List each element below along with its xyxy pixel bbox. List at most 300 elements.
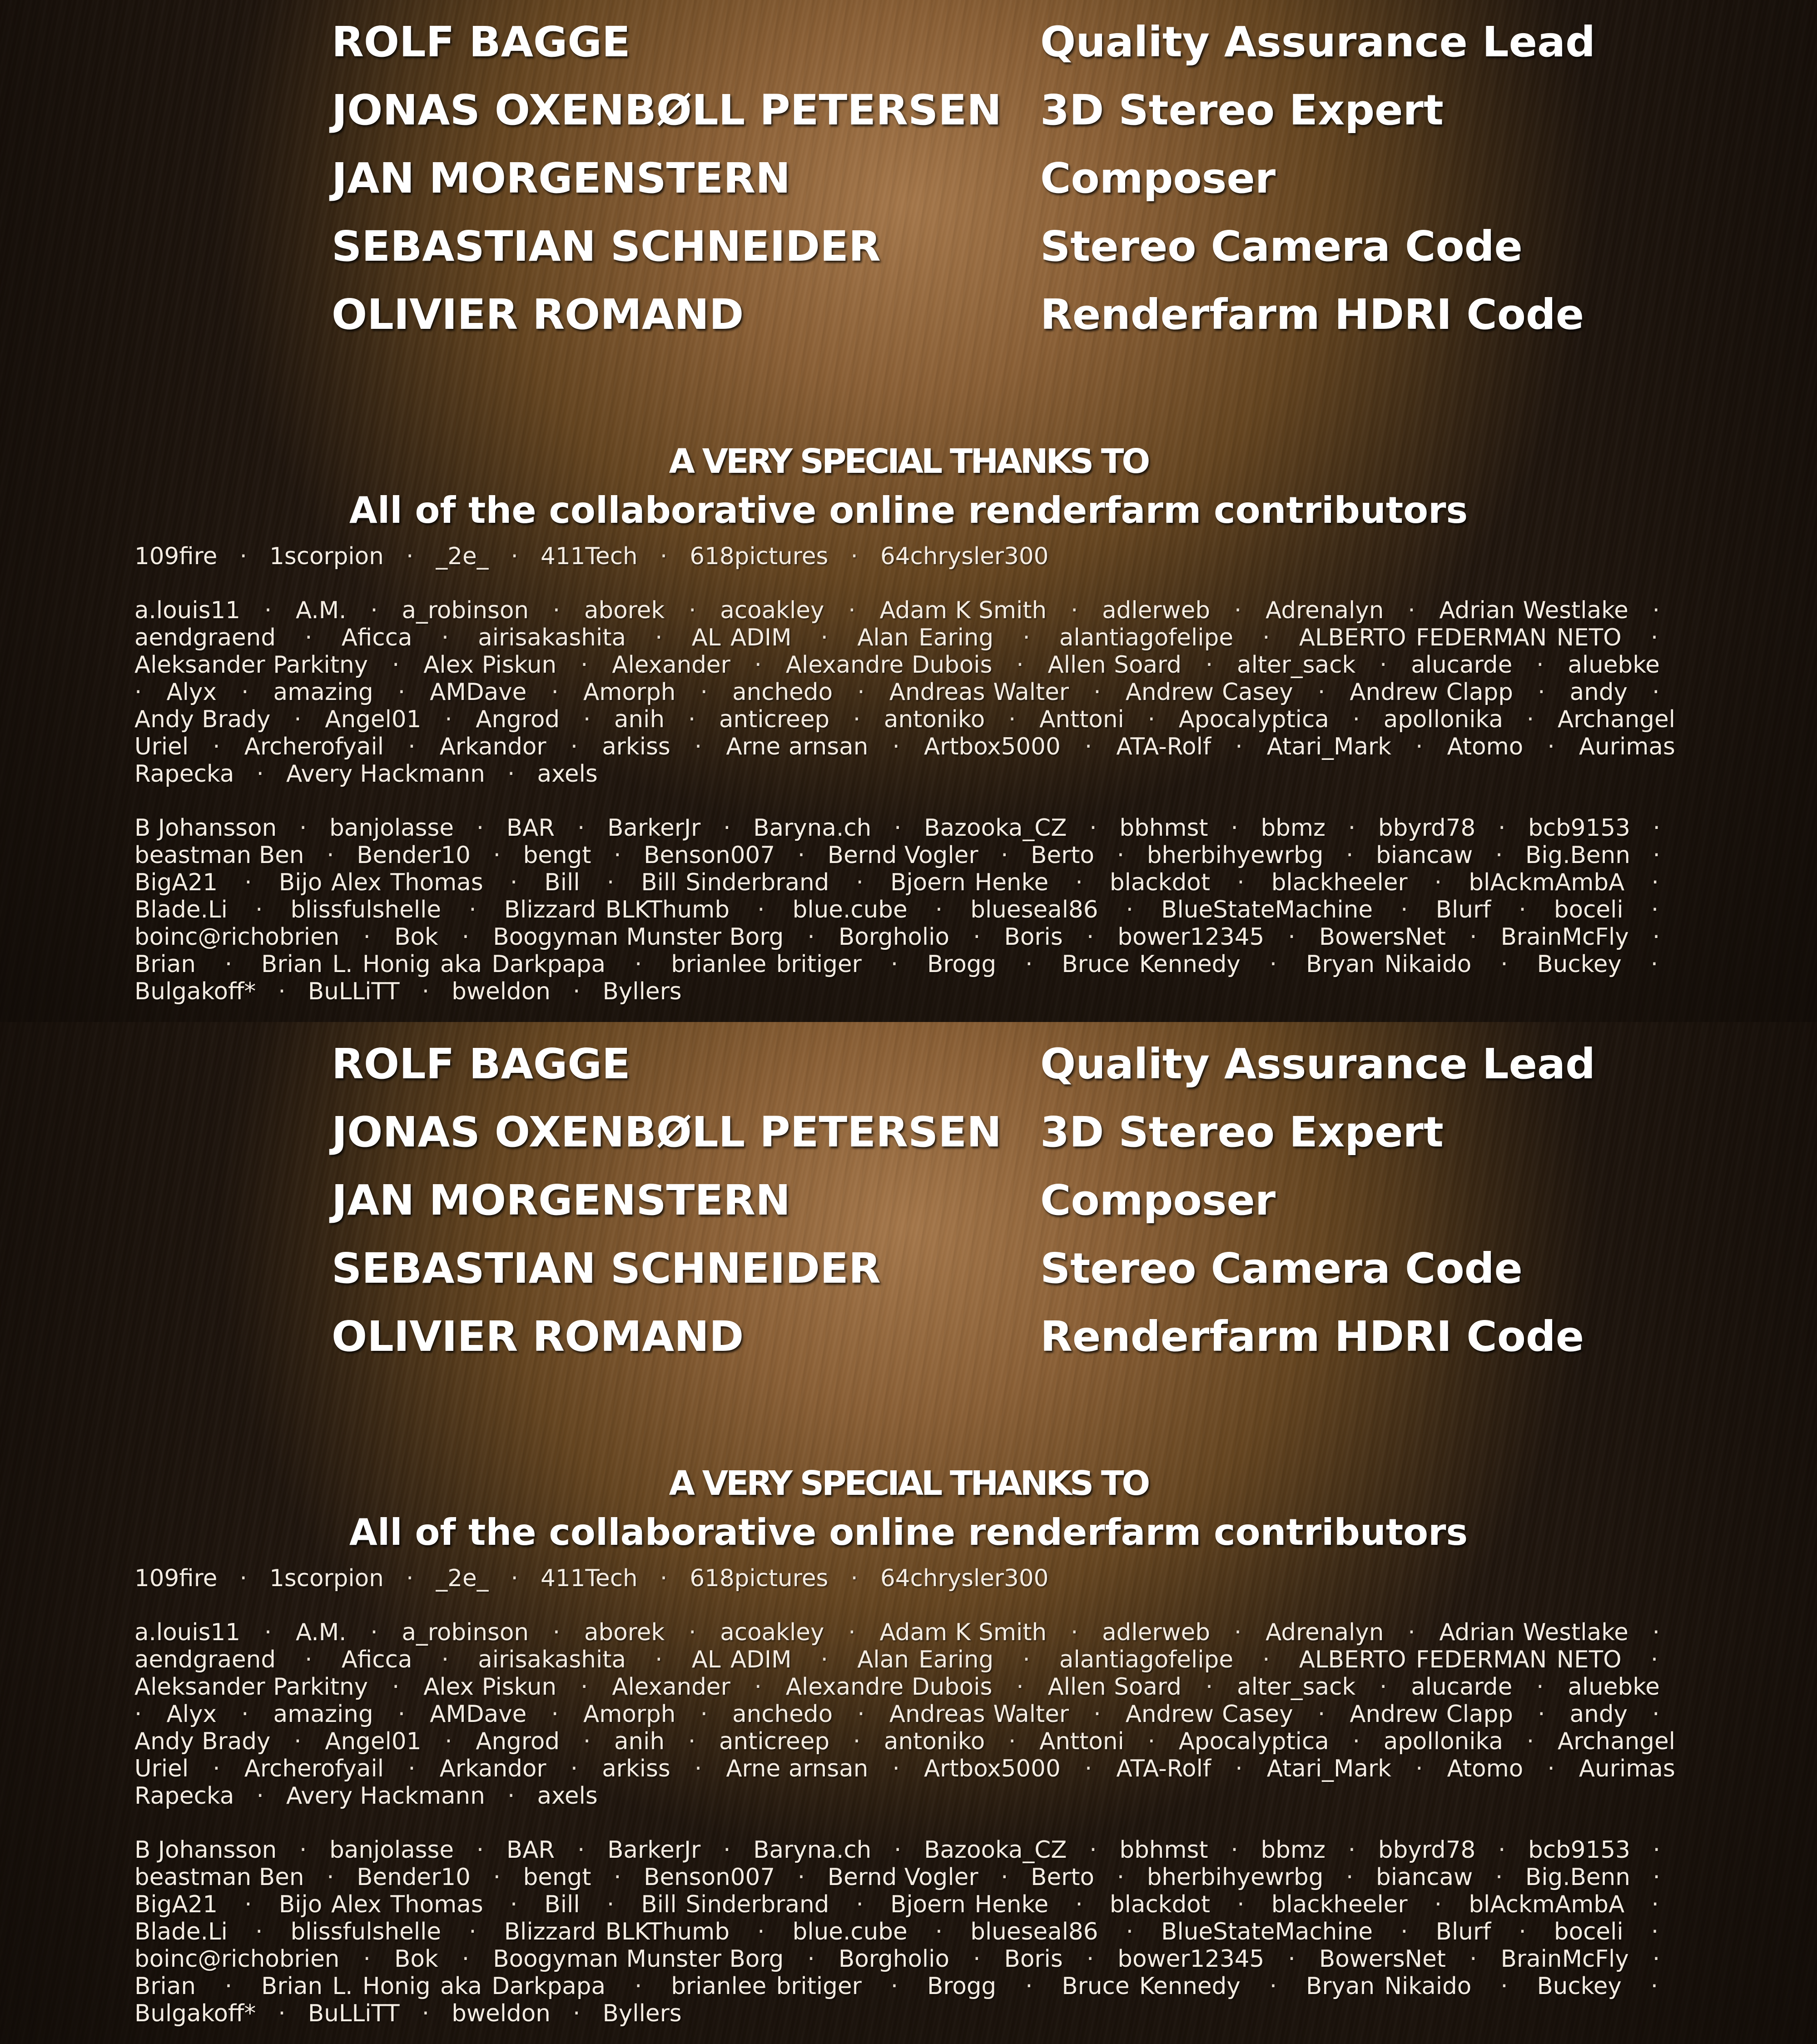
separator-dot: · [1547, 733, 1554, 760]
contributor-name: anticreep [719, 706, 829, 733]
separator-dot: · [213, 733, 220, 760]
separator-dot: · [462, 1945, 469, 1973]
separator-dot: · [1025, 951, 1033, 978]
separator-dot: · [551, 679, 558, 706]
separator-dot: · [551, 1701, 558, 1728]
contributor-name: bengt [523, 1864, 591, 1891]
separator-dot: · [1651, 624, 1658, 651]
separator-dot: · [240, 1565, 247, 1592]
separator-dot: · [935, 1918, 943, 1945]
contributor-name: aborek [584, 597, 665, 624]
separator-dot: · [798, 842, 805, 869]
separator-dot: · [408, 1755, 415, 1782]
contributor-name: airisakashita [478, 1646, 626, 1673]
separator-dot: · [1415, 1755, 1423, 1782]
contributor-name: anchedo [732, 679, 833, 706]
contributor-name: 1scorpion [269, 1565, 384, 1592]
separator-dot: · [688, 1728, 695, 1755]
separator-dot: · [1023, 624, 1030, 651]
contributor-name: Arne arnsan [726, 733, 868, 760]
separator-dot: · [1288, 1945, 1295, 1973]
thanks-heading: A VERY SPECIAL THANKS TO [0, 440, 1817, 483]
contributor-name: a.louis11 [134, 1619, 240, 1646]
contributor-name: Adrian Westlake [1439, 597, 1628, 624]
contributor-name: banjolasse [329, 814, 454, 842]
contributor-name: Berto [1031, 842, 1094, 869]
separator-dot: · [1500, 1973, 1508, 2000]
separator-dot: · [1547, 1755, 1554, 1782]
separator-dot: · [635, 951, 642, 978]
contributor-name: Bernd Vogler [828, 842, 978, 869]
contributor-name: Brogg [927, 951, 996, 978]
separator-dot: · [1653, 1836, 1660, 1864]
contributor-name: axels [537, 1782, 597, 1810]
contributor-name: Bill Sinderbrand [641, 869, 829, 896]
contributor-name: bherbihyewrbg [1147, 1864, 1324, 1891]
separator-dot: · [689, 1619, 696, 1646]
separator-dot: · [1651, 1646, 1658, 1673]
separator-dot: · [469, 896, 476, 923]
separator-dot: · [225, 951, 232, 978]
contributor-name: Alexandre Dubois [786, 1673, 993, 1701]
contributor-name: Andreas Walter [889, 1701, 1069, 1728]
separator-dot: · [408, 733, 415, 760]
contributor-name: Bjoern Henke [890, 1891, 1048, 1918]
contributor-name: amazing [273, 1701, 373, 1728]
contributor-name: brianlee britiger [671, 951, 862, 978]
contributor-name: bbyrd78 [1378, 1836, 1475, 1864]
separator-dot: · [255, 896, 263, 923]
separator-dot: · [1117, 1864, 1124, 1891]
contributor-name: Amorph [583, 1701, 675, 1728]
separator-dot: · [1519, 896, 1526, 923]
credit-role: Composer [1040, 1176, 1276, 1225]
separator-dot: · [1126, 896, 1133, 923]
contributor-name: Aurimas Rapecka [134, 1755, 1675, 1810]
separator-dot: · [1008, 706, 1016, 733]
separator-dot: · [241, 1701, 248, 1728]
contributor-name: Boris [1004, 1945, 1063, 1973]
contributor-name: Byllers [602, 978, 681, 1005]
contributor-name: Blurf [1436, 896, 1491, 923]
separator-dot: · [577, 814, 585, 842]
separator-dot: · [445, 706, 452, 733]
credit-role: 3D Stereo Expert [1040, 85, 1444, 135]
contributor-name: Adrian Westlake [1439, 1619, 1628, 1646]
separator-dot: · [406, 543, 413, 570]
separator-dot: · [1318, 1701, 1325, 1728]
credit-role: Stereo Camera Code [1040, 1244, 1523, 1294]
separator-dot: · [1653, 814, 1660, 842]
thanks-subheading: All of the collaborative online renderfarm contributors [0, 487, 1817, 534]
separator-dot: · [1235, 733, 1242, 760]
separator-dot: · [1148, 1728, 1155, 1755]
contributor-name: AL ADIM [692, 1646, 792, 1673]
contributor-name: airisakashita [478, 624, 626, 651]
separator-dot: · [1235, 1755, 1242, 1782]
contributor-name: BlueStateMachine [1161, 896, 1373, 923]
contributor-name: Andreas Walter [889, 679, 1069, 706]
contributor-name: a_robinson [402, 597, 529, 624]
credit-role: Composer [1040, 154, 1276, 203]
separator-dot: · [1016, 1673, 1023, 1701]
separator-dot: · [848, 1619, 855, 1646]
contributor-name: Boogyman Munster Borg [493, 1945, 784, 1973]
contributor-name: beastman Ben [134, 842, 304, 869]
contributor-name: Alexander [612, 651, 730, 679]
thanks-subheading: All of the collaborative online renderfarm contributors [0, 1509, 1817, 1556]
contributor-name: adlerweb [1102, 1619, 1210, 1646]
contributor-name: Allen Soard [1048, 651, 1182, 679]
separator-dot: · [134, 1701, 142, 1728]
contributor-name: Aleksander Parkitny [134, 1673, 368, 1701]
contributor-name: alantiagofelipe [1059, 624, 1233, 651]
contributor-name: Alexander [612, 1673, 730, 1701]
contributor-name: Blade.Li [134, 1918, 228, 1945]
separator-dot: · [1400, 1918, 1408, 1945]
contributor-name: B Johansson [134, 1836, 277, 1864]
separator-dot: · [1075, 869, 1082, 896]
credit-name: JONAS OXENBØLL PETERSEN [332, 85, 1002, 135]
separator-dot: · [370, 1619, 377, 1646]
contributor-name: Atomo [1447, 733, 1524, 760]
contributor-name: bbhmst [1119, 1836, 1208, 1864]
separator-dot: · [700, 1701, 708, 1728]
contributor-name: Boris [1004, 923, 1063, 951]
contributor-name: alantiagofelipe [1059, 1646, 1233, 1673]
contributor-name: alucarde [1411, 651, 1512, 679]
contributor-name: Angel01 [325, 706, 421, 733]
separator-dot: · [257, 760, 264, 788]
contributor-name: Atomo [1447, 1755, 1524, 1782]
contributor-name: BlueStateMachine [1161, 1918, 1373, 1945]
separator-dot: · [607, 869, 614, 896]
contributor-name: Brian [134, 951, 196, 978]
contributor-name: beastman Ben [134, 1864, 304, 1891]
contributor-name: a.louis11 [134, 597, 240, 624]
contributor-name: bbhmst [1119, 814, 1208, 842]
contributor-name: Buckey [1537, 1973, 1621, 2000]
separator-dot: · [1653, 597, 1660, 624]
contributor-name: aborek [584, 1619, 665, 1646]
contributor-name: Aficca [342, 1646, 412, 1673]
contributor-name: Adrenalyn [1266, 1619, 1384, 1646]
separator-dot: · [299, 1836, 307, 1864]
contributor-name: Andy Brady [134, 706, 271, 733]
separator-dot: · [257, 1782, 264, 1810]
separator-dot: · [1089, 814, 1097, 842]
separator-dot: · [392, 651, 399, 679]
contributor-name: Adam K Smith [879, 1619, 1047, 1646]
separator-dot: · [442, 624, 449, 651]
separator-dot: · [1353, 706, 1360, 733]
separator-dot: · [244, 869, 252, 896]
contributor-name: BarkerJr [607, 814, 700, 842]
separator-dot: · [406, 1565, 413, 1592]
contributor-name: bweldon [452, 2000, 551, 2027]
contributor-name: Andrew Clapp [1350, 679, 1513, 706]
separator-dot: · [853, 1728, 860, 1755]
credit-role: Quality Assurance Lead [1040, 17, 1595, 67]
contributor-name: Artbox5000 [924, 1755, 1061, 1782]
separator-dot: · [1651, 896, 1658, 923]
separator-dot: · [398, 1701, 405, 1728]
contributor-name: AL ADIM [692, 624, 792, 651]
contributor-name: boceli [1554, 1918, 1623, 1945]
contributor-name: 411Tech [541, 543, 638, 570]
separator-dot: · [894, 1836, 901, 1864]
contributor-name: aluebke [1568, 1673, 1660, 1701]
contributor-name: Angel01 [325, 1728, 421, 1755]
separator-dot: · [1001, 842, 1008, 869]
contributor-name: bherbihyewrbg [1147, 842, 1324, 869]
contributor-name: Bijo Alex Thomas [279, 869, 483, 896]
separator-dot: · [1469, 923, 1477, 951]
credit-role: Renderfarm HDRI Code [1040, 1312, 1584, 1362]
separator-dot: · [511, 543, 518, 570]
contributor-name: aendgraend [134, 1646, 276, 1673]
separator-dot: · [1527, 706, 1534, 733]
separator-dot: · [807, 923, 814, 951]
separator-dot: · [305, 1646, 312, 1673]
contributor-name: 618pictures [690, 543, 828, 570]
separator-dot: · [241, 679, 248, 706]
contributor-name: antoniko [884, 1728, 985, 1755]
credit-role: Stereo Camera Code [1040, 222, 1523, 272]
contributor-name: anih [614, 1728, 665, 1755]
separator-dot: · [1651, 1918, 1658, 1945]
separator-dot: · [1495, 842, 1503, 869]
contributor-name: 618pictures [690, 1565, 828, 1592]
separator-dot: · [1075, 1891, 1082, 1918]
separator-dot: · [821, 624, 828, 651]
separator-dot: · [240, 543, 247, 570]
separator-dot: · [695, 1755, 702, 1782]
contributor-name: Avery Hackmann [286, 760, 485, 788]
contributor-name: 64chrysler300 [880, 1565, 1048, 1592]
contributor-name: anih [614, 706, 665, 733]
separator-dot: · [1206, 651, 1213, 679]
contributor-name: boceli [1554, 896, 1623, 923]
separator-dot: · [1348, 814, 1355, 842]
contributor-name: Boogyman Munster Borg [493, 923, 784, 951]
separator-dot: · [614, 1864, 621, 1891]
contributor-name: banjolasse [329, 1836, 454, 1864]
contributor-name: BrainMcFly [1501, 1945, 1629, 1973]
contributor-name: Andrew Casey [1126, 679, 1293, 706]
contributor-name: Aleksander Parkitny [134, 651, 368, 679]
separator-dot: · [1093, 679, 1101, 706]
separator-dot: · [891, 951, 898, 978]
contributor-name: Big.Benn [1525, 1864, 1630, 1891]
contributor-name: axels [537, 760, 597, 788]
separator-dot: · [1087, 1945, 1094, 1973]
thanks-heading: A VERY SPECIAL THANKS TO [0, 1462, 1817, 1505]
separator-dot: · [755, 1673, 762, 1701]
separator-dot: · [1318, 679, 1325, 706]
contributor-name: blackheeler [1271, 869, 1408, 896]
separator-dot: · [1435, 1891, 1442, 1918]
separator-dot: · [1500, 951, 1508, 978]
separator-dot: · [1237, 869, 1244, 896]
credit-name: ROLF BAGGE [332, 17, 630, 67]
separator-dot: · [1495, 1864, 1503, 1891]
contributor-name: Archerofyail [244, 733, 384, 760]
contributor-name: Bender10 [357, 1864, 471, 1891]
separator-dot: · [134, 679, 142, 706]
contributor-name: _2e_ [436, 543, 488, 570]
contributor-name: Andrew Casey [1126, 1701, 1293, 1728]
contributor-name: blAckmAmbA [1469, 1891, 1624, 1918]
separator-dot: · [1652, 1701, 1659, 1728]
contributor-name: Alyx [167, 1701, 217, 1728]
separator-dot: · [856, 1891, 863, 1918]
separator-dot: · [891, 1973, 898, 2000]
separator-dot: · [1008, 1728, 1016, 1755]
contributor-name: bbyrd78 [1378, 814, 1475, 842]
contributor-name: ATA-Rolf [1116, 733, 1211, 760]
contributor-name: andy [1570, 1701, 1628, 1728]
contributor-name: Borgholio [839, 1945, 949, 1973]
contributor-name: blissfulshelle [291, 1918, 442, 1945]
separator-dot: · [1653, 1619, 1660, 1646]
contributor-name: Byllers [602, 2000, 681, 2027]
separator-dot: · [655, 1646, 662, 1673]
credit-role: Renderfarm HDRI Code [1040, 290, 1584, 340]
separator-dot: · [1262, 624, 1270, 651]
separator-dot: · [1653, 842, 1660, 869]
contributor-name: Bender10 [357, 842, 471, 869]
separator-dot: · [581, 651, 588, 679]
separator-dot: · [225, 1973, 232, 2000]
separator-dot: · [1270, 1973, 1277, 2000]
credit-name: OLIVIER ROMAND [332, 290, 744, 340]
separator-dot: · [700, 679, 708, 706]
separator-dot: · [442, 1646, 449, 1673]
contributor-name: BuLLiTT [308, 978, 400, 1005]
contributor-name: Bok [394, 1945, 438, 1973]
separator-dot: · [577, 1836, 585, 1864]
contributor-name: A.M. [296, 1619, 347, 1646]
contributor-name: Baryna.ch [753, 814, 871, 842]
separator-dot: · [757, 1918, 765, 1945]
separator-dot: · [1652, 679, 1659, 706]
separator-dot: · [1519, 1918, 1526, 1945]
separator-dot: · [1346, 1864, 1353, 1891]
contributor-name: bcb9153 [1528, 1836, 1630, 1864]
separator-dot: · [1001, 1864, 1008, 1891]
contributor-name: bbmz [1261, 814, 1326, 842]
contributor-name: Bjoern Henke [890, 869, 1048, 896]
contributor-name: a_robinson [402, 1619, 529, 1646]
contributor-name: 109fire [134, 1565, 217, 1592]
separator-dot: · [213, 1755, 220, 1782]
contributor-name: alter_sack [1237, 651, 1355, 679]
separator-dot: · [1408, 1619, 1415, 1646]
separator-dot: · [1380, 651, 1387, 679]
contributor-name: Berto [1031, 1864, 1094, 1891]
separator-dot: · [462, 923, 469, 951]
contributor-name: Borgholio [839, 923, 949, 951]
contributor-name: Adam K Smith [879, 597, 1047, 624]
separator-dot: · [660, 1565, 667, 1592]
separator-dot: · [363, 923, 371, 951]
separator-dot: · [1288, 923, 1295, 951]
contributor-name: Blurf [1436, 1918, 1491, 1945]
separator-dot: · [255, 1918, 263, 1945]
contributor-name: Adrenalyn [1266, 597, 1384, 624]
credit-name: JAN MORGENSTERN [332, 154, 790, 203]
contributor-name: Angrod [476, 1728, 560, 1755]
contributor-name: Apocalyptica [1179, 706, 1329, 733]
contributor-name: Anttoni [1039, 1728, 1124, 1755]
contributor-name: BowersNet [1319, 1945, 1446, 1973]
separator-dot: · [1651, 1973, 1658, 2000]
credit-name: SEBASTIAN SCHNEIDER [332, 1244, 881, 1294]
separator-dot: · [469, 1918, 476, 1945]
separator-dot: · [507, 760, 515, 788]
contributor-name: anchedo [732, 1701, 833, 1728]
contributor-name: antoniko [884, 706, 985, 733]
separator-dot: · [398, 679, 405, 706]
contributor-name: BigA21 [134, 869, 218, 896]
separator-dot: · [583, 706, 591, 733]
separator-dot: · [723, 814, 730, 842]
separator-dot: · [264, 597, 272, 624]
contributor-name: Atari_Mark [1267, 1755, 1391, 1782]
separator-dot: · [327, 842, 334, 869]
separator-dot: · [278, 978, 285, 1005]
contributor-name: 64chrysler300 [880, 543, 1048, 570]
contributor-name: Andy Brady [134, 1728, 271, 1755]
separator-dot: · [821, 1646, 828, 1673]
separator-dot: · [477, 1836, 484, 1864]
contributor-name: Alan Earing [857, 624, 993, 651]
contributor-name: alucarde [1411, 1673, 1512, 1701]
contributor-name: aendgraend [134, 624, 276, 651]
separator-dot: · [1408, 597, 1415, 624]
separator-dot: · [422, 2000, 429, 2027]
separator-dot: · [1262, 1646, 1270, 1673]
contributor-name: A.M. [296, 597, 347, 624]
contributor-name: Buckey [1537, 951, 1621, 978]
contributor-name: BAR [506, 814, 555, 842]
contributor-name: 109fire [134, 543, 217, 570]
separator-dot: · [1536, 1673, 1544, 1701]
separator-dot: · [695, 733, 702, 760]
separator-dot: · [1380, 1673, 1387, 1701]
contributor-name: Andrew Clapp [1350, 1701, 1513, 1728]
separator-dot: · [445, 1728, 452, 1755]
separator-dot: · [1348, 1836, 1355, 1864]
contributor-name: boinc@richobrien [134, 923, 339, 951]
contributor-name: blackdot [1110, 1891, 1210, 1918]
contributor-name: Bazooka_CZ [924, 1836, 1067, 1864]
contributor-name: 411Tech [541, 1565, 638, 1592]
contributor-name: Artbox5000 [924, 733, 1061, 760]
separator-dot: · [973, 1945, 980, 1973]
separator-dot: · [757, 896, 765, 923]
contributor-name: Alex Piskun [423, 651, 556, 679]
contributor-name: Archangel Uriel [134, 1728, 1675, 1782]
separator-dot: · [1653, 1864, 1660, 1891]
contributor-name: Brogg [927, 1973, 996, 2000]
separator-dot: · [1651, 869, 1658, 896]
separator-dot: · [1234, 1619, 1241, 1646]
separator-dot: · [264, 1619, 272, 1646]
separator-dot: · [1415, 733, 1423, 760]
contributor-name: Aficca [342, 624, 412, 651]
